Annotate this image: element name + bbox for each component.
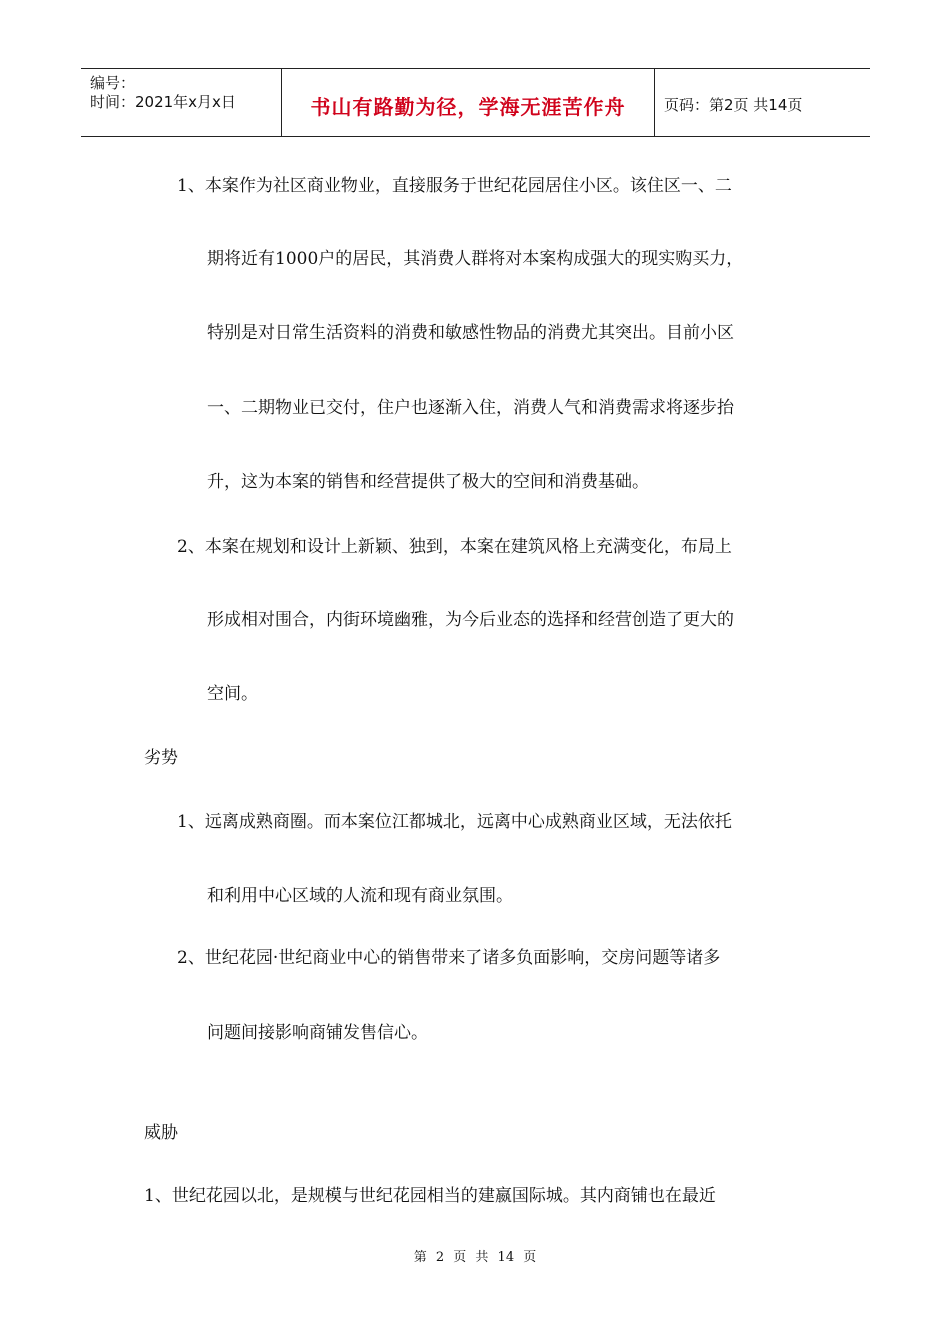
page-header <box>81 68 870 137</box>
strength-2-line-1: 2、本案在规划和设计上新颖、独到，本案在建筑风格上充满变化，布局上 <box>177 537 732 557</box>
strength-1-line-1: 1、本案作为社区商业物业，直接服务于世纪花园居住小区。该住区一、二 <box>177 176 732 196</box>
weaknesses-heading: 劣势 <box>144 748 178 768</box>
strength-1-line-3: 特别是对日常生活资料的消费和敏感性物品的消费尤其突出。目前小区 <box>207 323 734 343</box>
header-motto: 书山有路勤为径，学海无涯苦作舟 <box>310 95 626 119</box>
header-page-cell <box>654 69 870 136</box>
header-motto-cell <box>281 69 655 136</box>
weakness-1-line-2: 和利用中心区域的人流和现有商业氛围。 <box>207 886 513 906</box>
weakness-2-line-2: 问题间接影响商铺发售信心。 <box>207 1023 428 1043</box>
threats-heading: 威胁 <box>144 1123 178 1143</box>
threat-1-line-1: 1、世纪花园以北，是规模与世纪花园相当的建嬴国际城。其内商铺也在最近 <box>144 1186 716 1206</box>
header-meta-cell <box>81 69 281 136</box>
strength-2-line-2: 形成相对围合，内街环境幽雅，为今后业态的选择和经营创造了更大的 <box>207 610 734 630</box>
document-time-label: 时间：2021年x月x日 <box>90 93 236 111</box>
strength-1-line-2: 期将近有1000户的居民，其消费人群将对本案构成强大的现实购买力， <box>207 249 744 269</box>
page-footer: 第 2 页 共 14 页 <box>413 1250 537 1265</box>
strength-1-line-5: 升，这为本案的销售和经营提供了极大的空间和消费基础。 <box>207 472 649 492</box>
strength-1-line-4: 一、二期物业已交付，住户也逐渐入住，消费人气和消费需求将逐步抬 <box>207 398 734 418</box>
weakness-2-line-1: 2、世纪花园·世纪商业中心的销售带来了诸多负面影响，交房问题等诸多 <box>177 948 721 968</box>
weakness-1-line-1: 1、远离成熟商圈。而本案位江都城北，远离中心成熟商业区域，无法依托 <box>177 812 732 832</box>
document-number-label: 编号： <box>90 74 136 92</box>
strength-2-line-3: 空间。 <box>207 684 258 704</box>
header-page-number: 页码：第2页 共14页 <box>664 96 803 114</box>
